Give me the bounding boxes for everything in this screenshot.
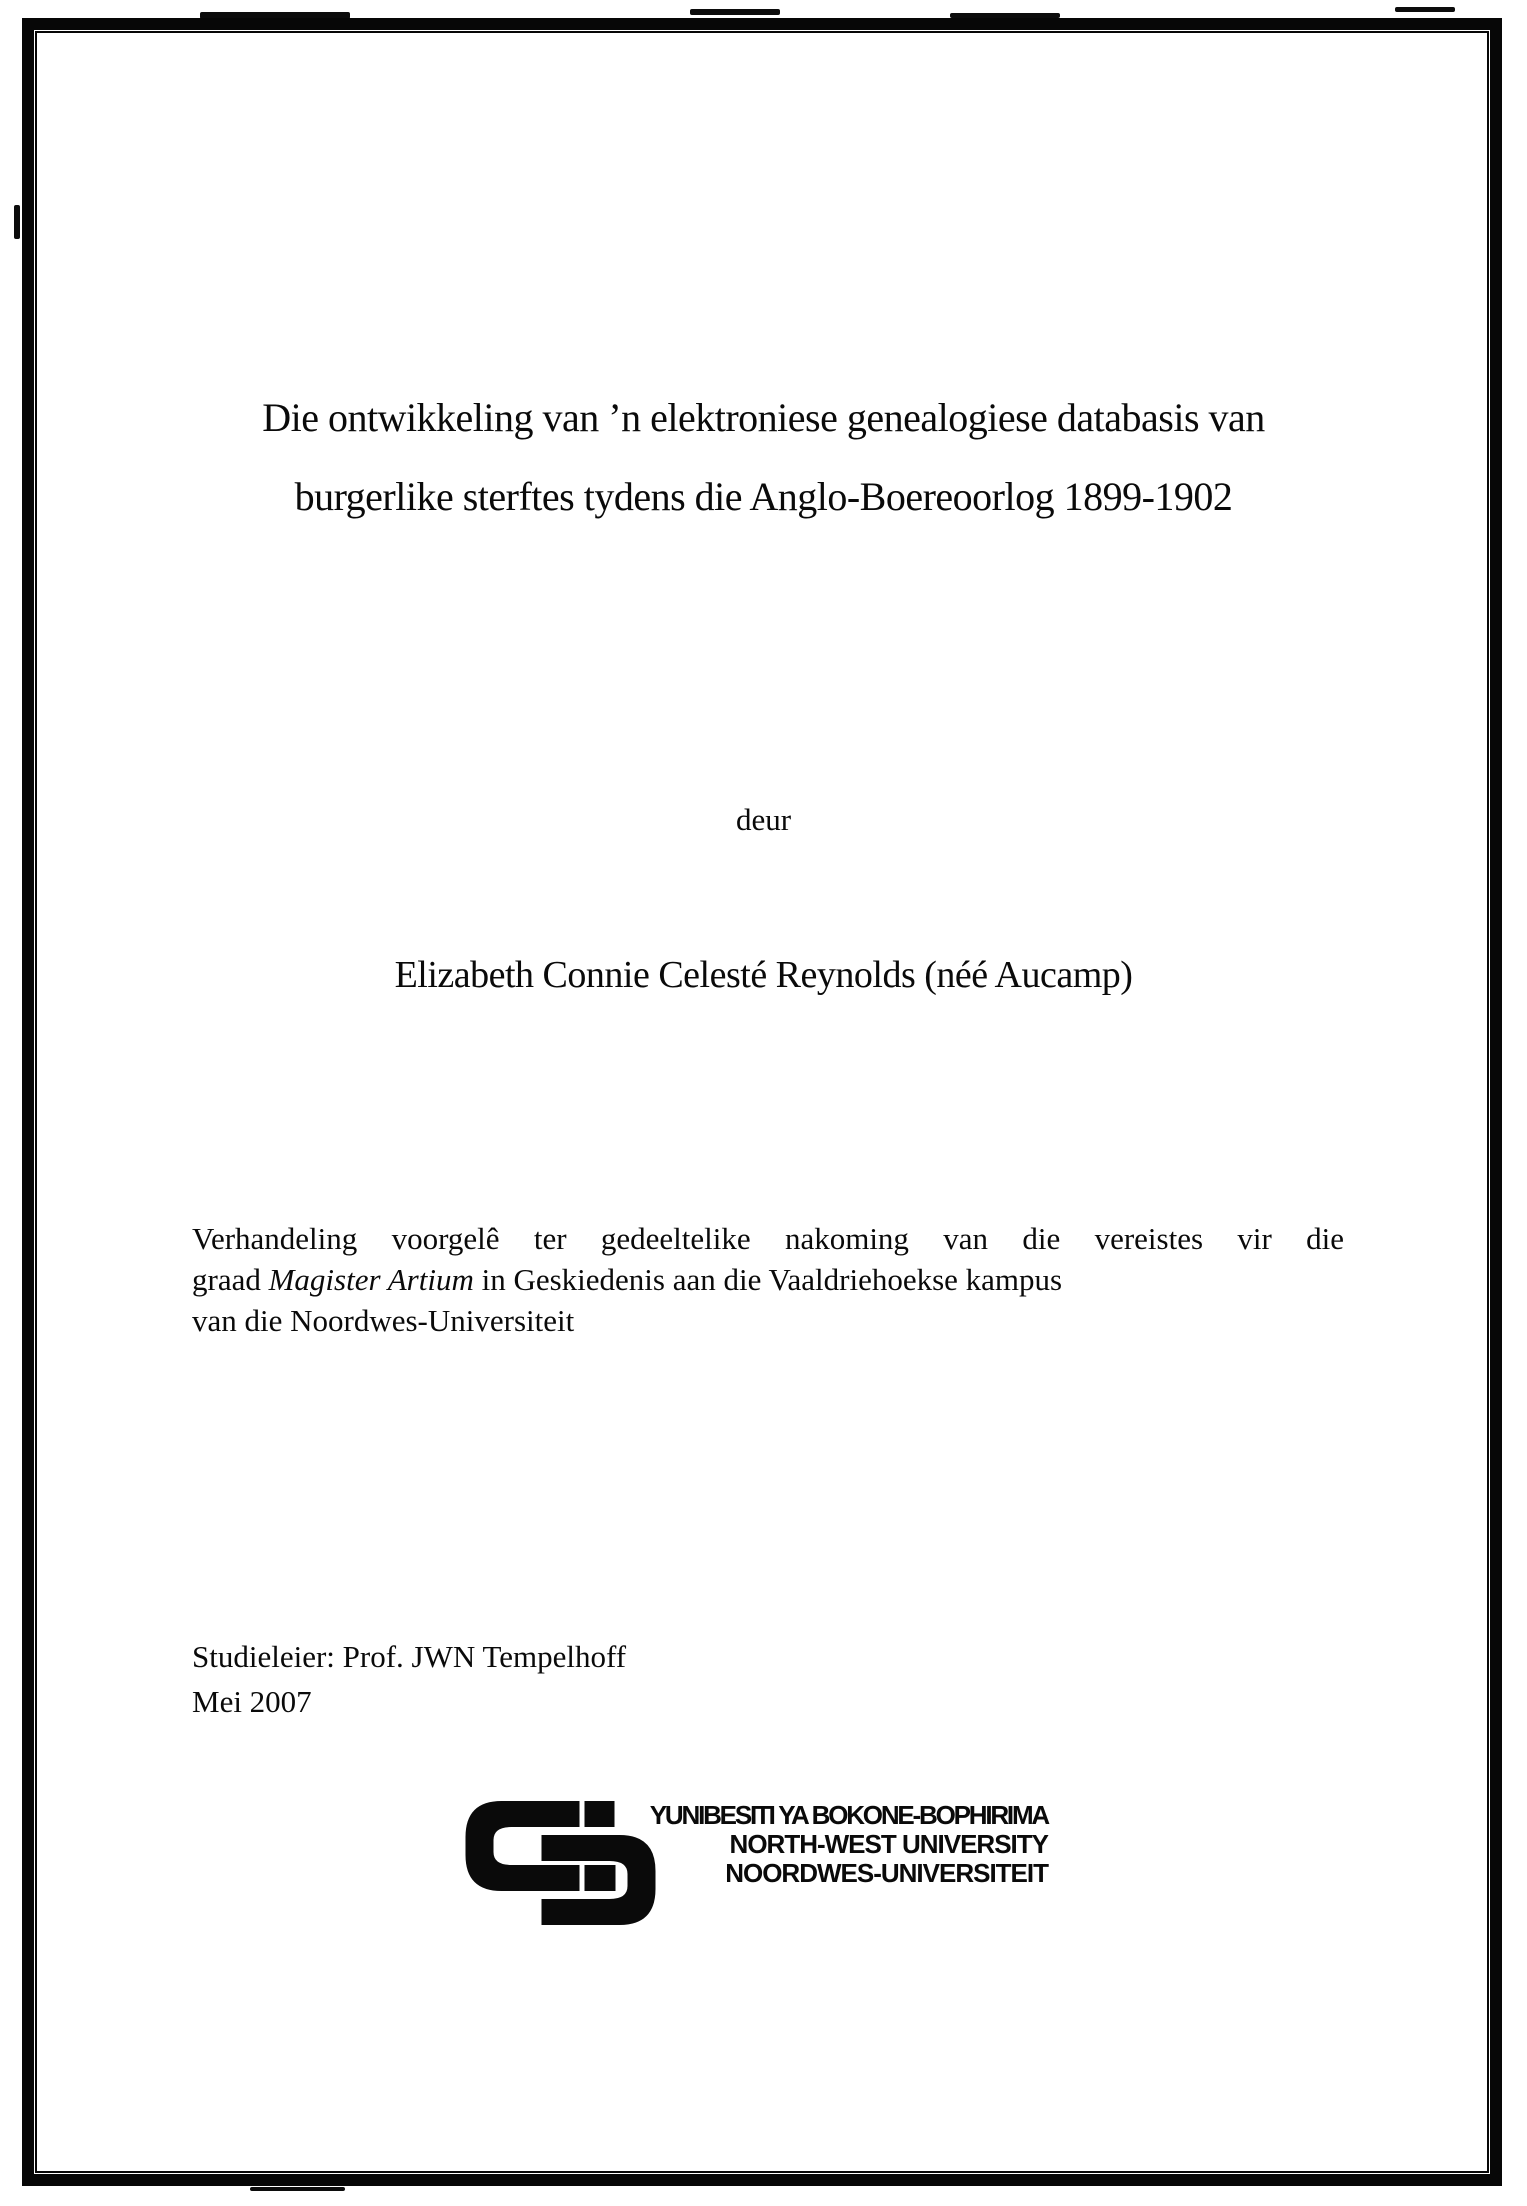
university-name-setswana: YUNIBESITI YA BOKONE-BOPHIRIMA: [649, 1800, 1048, 1830]
degree-statement-line3: van die Noordwes-Universiteit: [192, 1303, 575, 1338]
university-wordmark: [520, 1801, 1048, 1888]
supervisor-block: [192, 1634, 626, 1724]
degree-statement-line2: [192, 1259, 1344, 1300]
scan-artifact: [14, 205, 20, 239]
thesis-title: [60, 378, 1467, 536]
degree-statement-line2-pre: graad: [192, 1262, 269, 1297]
scan-artifact: [250, 2187, 345, 2191]
thesis-title-line1: Die ontwikkeling van ’n elektroniese genealogiese databasis van: [262, 395, 1265, 440]
degree-statement: [192, 1218, 1344, 1341]
thesis-title-line2: burgerlike sterftes tydens die Anglo-Boereoorlog 1899-1902: [294, 474, 1233, 519]
author-name: Elizabeth Connie Celesté Reynolds (néé Aucamp): [394, 954, 1133, 996]
byline-word: deur: [735, 802, 792, 837]
degree-statement-line1: Verhandeling voorgelê ter gedeeltelike nakoming van die vereistes vir die: [192, 1221, 1344, 1256]
supervisor-line: Studieleier: Prof. JWN Tempelhoff: [192, 1639, 627, 1674]
university-name-english: NORTH-WEST UNIVERSITY: [729, 1829, 1048, 1859]
degree-statement-line2-post: in Geskiedenis aan die Vaaldriehoekse kampus: [473, 1262, 1063, 1297]
degree-name-italic: Magister Artium: [268, 1262, 474, 1297]
university-name-afrikaans: NOORDWES-UNIVERSITEIT: [725, 1858, 1048, 1888]
scan-artifact: [1395, 7, 1455, 12]
scan-artifact: [690, 9, 780, 15]
date-line: Mei 2007: [192, 1684, 312, 1719]
